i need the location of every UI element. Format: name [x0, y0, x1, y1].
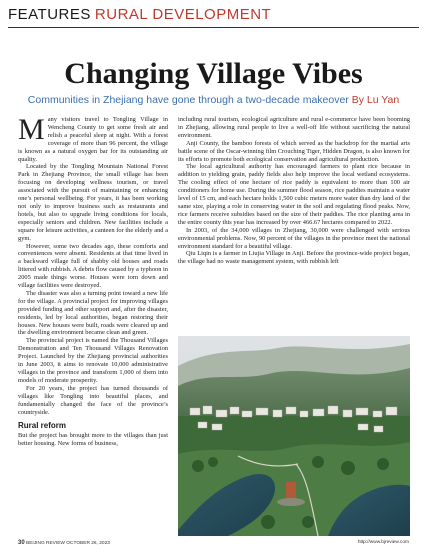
drop-cap: M [18, 113, 45, 146]
section-header [8, 6, 419, 28]
article-title: Changing Village Vibes [64, 57, 363, 90]
column-1 [18, 113, 168, 448]
paragraph: The disaster was also a turning point toward a new life for the village. A provincial project for improving villages provided funding and other support and, after the disaster, residents, led by local authorities, began restoring their houses. New houses were built, roads were cleared up and the dwelling environment became clean and green. [18, 289, 168, 337]
aerial-landscape-image [178, 336, 410, 536]
header-rule [8, 27, 419, 28]
paragraph: However, some two decades ago, these comforts and conveniences were absent. Residents at that time lived in a backward village full of shabby old houses and roads littered with rubbish. A debris flow caused by a typhoon in 2005 made things worse. Houses were torn down and village facilities were destroyed. [18, 242, 168, 290]
paragraph: For 20 years, the project has turned thousands of villages like Tongling into beautiful places, and fundamentally changed the face of the province’s countryside. [18, 384, 168, 416]
byline: By Lu Yan [351, 94, 400, 106]
subtitle-text: Communities in Zhejiang have gone through a two-decade makeover [27, 94, 349, 106]
article-subtitle [0, 94, 427, 106]
paragraph: including rural tourism, ecological agriculture and rural e-commerce have been booming in Zhejiang, allowing rural people to live a well-off life without sacrificing the natural environment. [178, 116, 410, 139]
paragraph: Many visitors travel to Tongling Village in Wencheng County to get some fresh air and relish a peaceful sleep at night. With a forest coverage of more than 96 percent, the village is known as a natural oxygen bar for its outstanding air quality. [18, 113, 168, 163]
page-number: 30 [18, 540, 25, 546]
paragraph: But the project has brought more to the villages than just better housing. New forms of business, [18, 432, 168, 448]
column-2 [178, 116, 410, 266]
paragraph: Located by the Tongling Mountain National Forest Park in Zhejiang Province, the small village has been focusing on developing wellness tourism, or travel associated with the pursuit of maintaining or enhancing one’s personal wellbeing. For years, it has been working not only to improve business such as restaurants and hotels, but also to upgrade living conditions for locals, especially seniors and children. New facilities include a square for leisure activities, a canteen for the elderly and a gym. [18, 163, 168, 242]
subhead: Rural reform [18, 421, 67, 431]
issue-line: BEIJING REVIEW OCTOBER 26, 2023 [26, 541, 110, 546]
paragraph: Qiu Liqin is a farmer in Liujia Village in Anji. Before the province-wide project began, the village had no waste management system, with rubbish left [178, 250, 410, 266]
paragraph: Anji County, the bamboo forests of which served as the backdrop for the martial arts battle scene of the Oscar-winning film Crouching Tiger, Hidden Dragon, is also known for its efforts to promote both ecological conservation and agricultural production. [178, 139, 410, 163]
village-aerial-photo [178, 336, 410, 536]
website-url: http://www.bjreview.com [357, 540, 409, 545]
paragraph: The provincial project is named the Thousand Villages Demonstration and Ten Thousand Villages Renovation Project. Launched by the Zhejiang provincial authorities in June 2003, it aims to renovate 10,000 administrative villages in the province and transform 1,000 of them into models of moderate prosperity. [18, 337, 168, 384]
section-name: RURAL DEVELOPMENT [94, 6, 272, 23]
section-kicker: FEATURES [8, 6, 91, 23]
paragraph: The local agricultural authority has encouraged farmers to plant rice because in addition to yielding grain, paddy fields also help improve the local wetland ecosystems. The cooling effect of one hectare of rice paddy is equivalent to more than 100 air conditioners for home use. During the summer flood season, rice paddies maintain a water level of 15 cm, and each hectare holds 1,500 cubic meters more water than dry land of the same size, playing a role in conserving water in the soil and regulating flood peaks. Now, rice farmers receive subsidies based on the size of their paddies. The rice planting area in the entire county this year has increased by over 466.67 hectares compared to 2022. [178, 163, 410, 226]
footer-left [18, 540, 110, 546]
paragraph: In 2003, of the 34,000 villages in Zhejiang, 30,000 were challenged with serious environmental problems. Now, 90 percent of the villages in the province meet the national environment standard for a beautiful village. [178, 226, 410, 250]
